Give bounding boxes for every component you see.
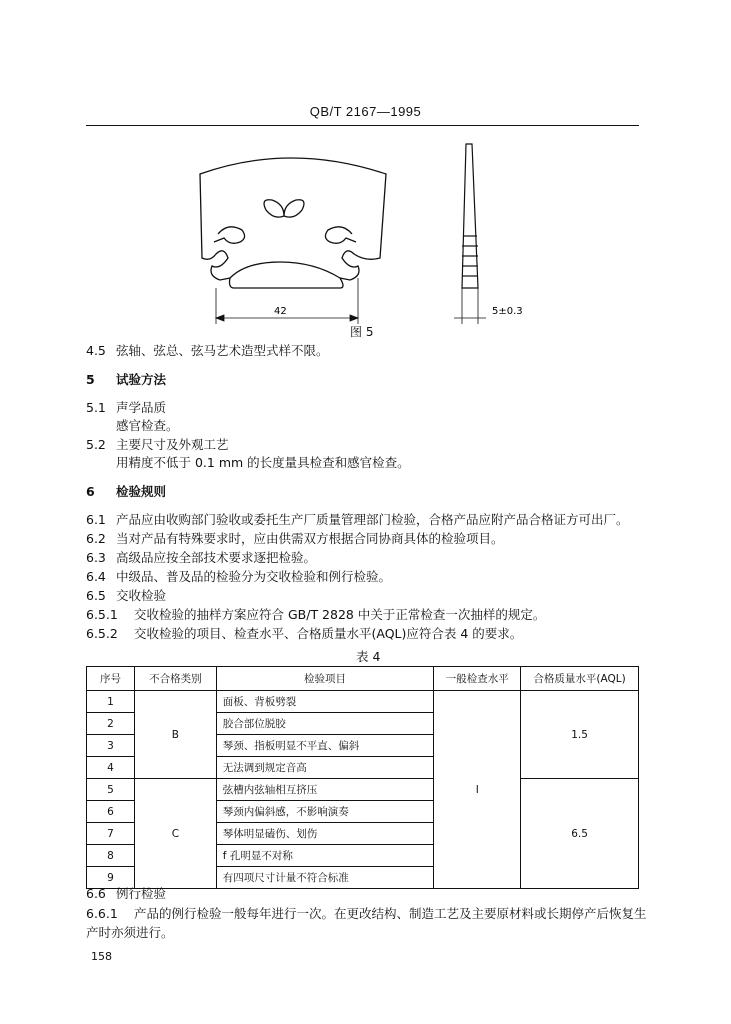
row-no: 5 xyxy=(87,779,135,801)
clause-6-5-1: 6.5.1 交收检验的抽样方案应符合 GB/T 2828 中关于正常检查一次抽样的规定。 xyxy=(86,607,546,622)
violin-bridge-figure xyxy=(190,138,540,338)
clause-6-2: 6.2 当对产品有特殊要求时，应由供需双方根据合同协商具体的检验项目。 xyxy=(86,531,504,546)
clause-6-4: 6.4 中级品、普及品的检验分为交收检验和例行检验。 xyxy=(86,569,392,584)
clause-5-2-text: 用精度不低于 0.1 mm 的长度量具检查和感官检查。 xyxy=(116,455,410,470)
header-aql: 合格质量水平(AQL) xyxy=(521,667,639,691)
width-dimension-label: 42 xyxy=(274,306,287,317)
row-item: 琴颈、指板明显不平直、偏斜 xyxy=(216,735,434,757)
clause-6-6-1: 6.6.1 产品的例行检验一般每年进行一次。在更改结构、制造工艺及主要原材料或长期停产后恢复生 xyxy=(86,906,647,921)
thickness-dimension-lines xyxy=(454,288,486,324)
table-row xyxy=(87,691,639,713)
clause-6-1: 6.1 产品应由收购部门验收或委托生产厂质量管理部门检验，合格产品应附产品合格证方可出厂。 xyxy=(86,512,629,527)
row-no: 3 xyxy=(87,735,135,757)
bridge-side-view xyxy=(462,144,478,288)
category-b-cell: B xyxy=(134,691,216,779)
header-no: 序号 xyxy=(87,667,135,691)
thickness-dimension-label: 5±0.3 xyxy=(492,306,523,317)
aql-c-cell: 6.5 xyxy=(521,779,639,889)
bridge-front-view xyxy=(200,158,386,288)
clause-5-1-text: 感官检查。 xyxy=(116,418,179,433)
header-item: 检验项目 xyxy=(216,667,434,691)
clause-6-6: 6.6 例行检验 xyxy=(86,886,167,901)
row-item: 面板、背板劈裂 xyxy=(216,691,434,713)
header-category: 不合格类别 xyxy=(134,667,216,691)
clause-5-1: 5.1 声学品质 xyxy=(86,400,167,415)
clause-5-2: 5.2 主要尺寸及外观工艺 xyxy=(86,437,229,452)
section-6-heading: 6 检验规则 xyxy=(86,484,167,499)
row-item: 胶合部位脱胶 xyxy=(216,713,434,735)
row-item: 无法调到规定音高 xyxy=(216,757,434,779)
table-caption: 表 4 xyxy=(356,649,381,664)
row-no: 7 xyxy=(87,823,135,845)
clause-6-5-2: 6.5.2 交收检验的项目、检查水平、合格质量水平(AQL)应符合表 4 的要求。 xyxy=(86,626,523,641)
row-item: 有四项尺寸计量不符合标准 xyxy=(216,867,434,889)
aql-b-cell: 1.5 xyxy=(521,691,639,779)
table-row xyxy=(87,779,639,801)
row-no: 1 xyxy=(87,691,135,713)
clause-6-5: 6.5 交收检验 xyxy=(86,588,167,603)
inspection-table xyxy=(86,666,639,889)
inspection-level-cell: Ⅰ xyxy=(434,691,521,889)
page-number: 158 xyxy=(91,950,112,963)
header-level: 一般检查水平 xyxy=(434,667,521,691)
figure-caption: 图 5 xyxy=(350,325,374,339)
row-no: 8 xyxy=(87,845,135,867)
table-header-row xyxy=(87,667,639,691)
row-item: 琴颈内偏斜感，不影响演奏 xyxy=(216,801,434,823)
row-no: 9 xyxy=(87,867,135,889)
row-no: 6 xyxy=(87,801,135,823)
clause-4-5: 4.5 弦轴、弦总、弦马艺术造型式样不限。 xyxy=(86,343,329,358)
category-c-cell: C xyxy=(134,779,216,889)
header-rule xyxy=(86,125,639,126)
row-item: f 孔明显不对称 xyxy=(216,845,434,867)
clause-6-6-1-cont: 产时亦须进行。 xyxy=(86,925,174,940)
row-item: 弦槽内弦轴相互挤压 xyxy=(216,779,434,801)
width-dimension-lines xyxy=(216,278,358,324)
row-no: 4 xyxy=(87,757,135,779)
row-no: 2 xyxy=(87,713,135,735)
section-5-heading: 5 试验方法 xyxy=(86,372,167,387)
clause-6-3: 6.3 高级品应按全部技术要求逐把检验。 xyxy=(86,550,317,565)
row-item: 琴体明显磕伤、划伤 xyxy=(216,823,434,845)
standard-header: QB/T 2167—1995 xyxy=(309,104,422,119)
